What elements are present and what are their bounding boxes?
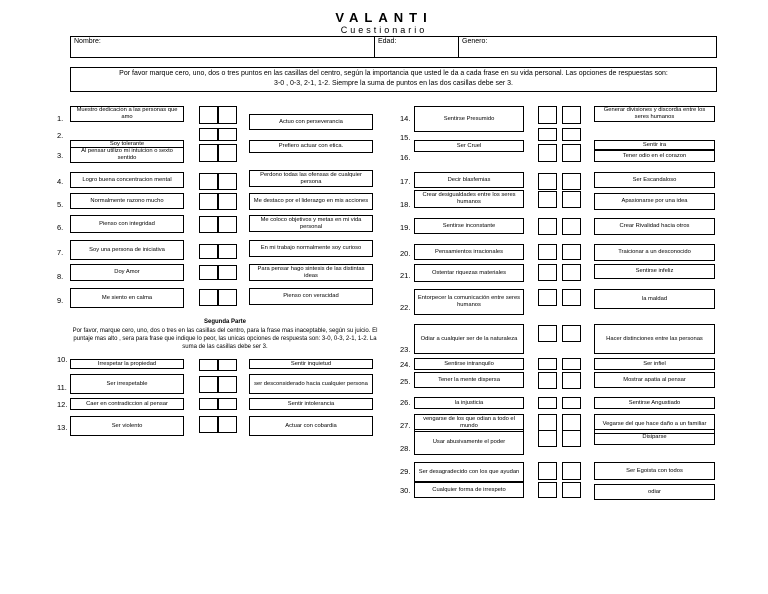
right-phrase-b: Traicionar a un desconocido	[594, 244, 715, 261]
right-score-box-b[interactable]	[562, 462, 581, 480]
left-phrase-b: Pienso con veracidad	[249, 288, 373, 305]
right-score-box-b[interactable]	[562, 325, 581, 342]
left-phrase-a: Ser violento	[70, 416, 184, 436]
right-phrase-a: Cualquier forma de irrespeto	[414, 482, 524, 498]
left-phrase-a: Muestro dedicacion a las personas que amo	[70, 106, 184, 122]
right-score-box-b[interactable]	[562, 482, 581, 498]
right-item-number: 14.	[400, 114, 411, 123]
right-item-number: 19.	[400, 223, 411, 232]
right-score-box-b[interactable]	[562, 173, 581, 190]
left-phrase-b: Actuo con perseverancia	[249, 114, 373, 130]
left-score-box-a[interactable]	[199, 289, 218, 306]
edad-field[interactable]	[374, 36, 459, 58]
right-score-box-a[interactable]	[538, 244, 557, 260]
left-score-box-a[interactable]	[199, 144, 218, 162]
right-score-box-a[interactable]	[538, 414, 557, 431]
right-phrase-a: Ser Cruel	[414, 140, 524, 152]
left-score-box-b[interactable]	[218, 289, 237, 306]
left-phrase-a: Caer en contradiccion al pensar	[70, 398, 184, 410]
right-phrase-b: Crear Rivalidad hacia otros	[594, 218, 715, 235]
left-item-number: 1.	[57, 114, 64, 123]
right-score-box-a[interactable]	[538, 430, 557, 447]
right-score-box-a[interactable]	[538, 264, 557, 281]
left-phrase-a: Pienso con integridad	[70, 215, 184, 233]
left-item-number: 2.	[57, 131, 64, 140]
right-phrase-a: Sentirse intranquilo	[414, 358, 524, 370]
left-item-number: 3.	[57, 151, 64, 160]
left-score-box-a[interactable]	[199, 106, 218, 124]
right-phrase-a: Tener la mente dispersa	[414, 372, 524, 388]
left-score-box-b[interactable]	[218, 144, 237, 162]
left-phrase-b: Sentir inquietud	[249, 359, 373, 369]
right-item-number: 25.	[400, 377, 411, 386]
right-phrase-a: la injusticia	[414, 397, 524, 409]
left-item-number: 11.	[57, 383, 67, 392]
right-item-number: 28.	[400, 444, 411, 453]
left-phrase-a: Ser irrespetable	[70, 374, 184, 394]
left-item-number: 4.	[57, 177, 64, 186]
right-item-number: 15.	[400, 133, 411, 142]
right-score-box-b[interactable]	[562, 397, 581, 409]
right-item-number: 18.	[400, 200, 411, 209]
left-phrase-a: Doy Amor	[70, 264, 184, 281]
part2-instructions: Por favor, marque cero, uno, dos o tres en las casillas del centro, para la frase mas inaceptable, según su juicio. El puntaje mas alto , sera para frase que indique lo peor, las unicas opciones de respuesta son: 3-0, 0-3, 2-1, 1-2. La suma de las casillas debe ser 3.	[72, 328, 378, 350]
right-phrase-b: Disiparse	[594, 429, 715, 445]
right-phrase-a: Odiar a cualquier ser de la naturaleza	[414, 324, 524, 354]
right-score-box-a[interactable]	[538, 218, 557, 235]
right-phrase-a: Entorpecer la comunicación entre seres humanos	[414, 289, 524, 315]
left-score-box-b[interactable]	[218, 193, 237, 210]
right-item-number: 24.	[400, 360, 411, 369]
left-score-box-b[interactable]	[218, 106, 237, 124]
right-item-number: 22.	[400, 303, 411, 312]
right-score-box-a[interactable]	[538, 372, 557, 389]
right-item-number: 21.	[400, 271, 411, 280]
left-phrase-b: Actuar con cobardia	[249, 416, 373, 436]
left-item-number: 12.	[57, 400, 68, 409]
left-item-number: 9.	[57, 296, 64, 305]
page-subtitle: Cuestionario	[340, 25, 428, 35]
right-score-box-b[interactable]	[562, 191, 581, 208]
genero-label: Genero:	[462, 38, 488, 45]
right-item-number: 30.	[400, 486, 411, 495]
left-phrase-a: Me siento en calma	[70, 288, 184, 308]
right-phrase-a: Usar abusivamente el poder	[414, 429, 524, 455]
right-score-box-a[interactable]	[538, 482, 557, 498]
left-score-box-b[interactable]	[218, 216, 237, 233]
right-score-box-b[interactable]	[562, 144, 581, 162]
left-phrase-b: Prefiero actuar con etica.	[249, 140, 373, 153]
right-phrase-a: Ostentar riquezas materiales	[414, 264, 524, 282]
left-score-box-a[interactable]	[199, 359, 218, 371]
left-item-number: 8.	[57, 272, 64, 281]
right-phrase-b: Generar divisiones y discordia entre los seres humanos	[594, 106, 715, 122]
right-phrase-a: Decir blasfemias	[414, 172, 524, 188]
right-phrase-b: la maldad	[594, 289, 715, 309]
left-score-box-b[interactable]	[218, 398, 237, 410]
right-score-box-b[interactable]	[562, 430, 581, 447]
right-phrase-a: Crear desigualdades entre los seres humanos	[414, 190, 524, 208]
left-score-box-a[interactable]	[199, 216, 218, 233]
left-phrase-b: Para pensar hago sintesis de las distintas ideas	[249, 264, 373, 281]
right-item-number: 26.	[400, 398, 411, 407]
left-score-box-a[interactable]	[199, 398, 218, 410]
right-score-box-b[interactable]	[562, 264, 581, 281]
right-phrase-b: odiar	[594, 484, 715, 500]
left-score-box-a[interactable]	[199, 376, 218, 393]
left-phrase-b: ser desconsiderado hacia cualquier persona	[249, 374, 373, 394]
nombre-field[interactable]	[70, 36, 375, 58]
right-phrase-b: Ser infiel	[594, 358, 715, 370]
nombre-label: Nombre:	[74, 38, 101, 45]
right-score-box-b[interactable]	[562, 218, 581, 235]
instructions-line1: Por favor marque cero, uno, dos o tres puntos en las casillas del centro, según la importancia que usted le da a cada frase en su vida personal. Las opciones de respuestas son:	[119, 70, 668, 77]
left-item-number: 6.	[57, 223, 64, 232]
instructions-box	[70, 67, 717, 92]
right-score-box-a[interactable]	[538, 144, 557, 162]
left-phrase-b: Sentir intolerancia	[249, 398, 373, 410]
genero-field[interactable]	[458, 36, 717, 58]
right-phrase-b: Tener odio en el corazon	[594, 150, 715, 162]
right-phrase-a: Sentirse inconstante	[414, 218, 524, 234]
right-score-box-b[interactable]	[562, 128, 581, 141]
left-item-number: 7.	[57, 248, 64, 257]
left-phrase-b: Perdono todas las ofensas de cualquier persona	[249, 170, 373, 187]
right-score-box-a[interactable]	[538, 191, 557, 208]
right-item-number: 16.	[400, 153, 411, 162]
right-phrase-a: vengarse de los que odian a todo el mundo	[414, 414, 524, 432]
left-score-box-a[interactable]	[199, 265, 218, 280]
left-score-box-b[interactable]	[218, 376, 237, 393]
left-phrase-a: Irrespetar la propiedad	[70, 359, 184, 369]
right-score-box-a[interactable]	[538, 106, 557, 124]
right-score-box-a[interactable]	[538, 462, 557, 480]
right-score-box-a[interactable]	[538, 358, 557, 370]
right-phrase-b: Mostrar apatia al pensar	[594, 372, 715, 388]
right-score-box-b[interactable]	[562, 358, 581, 370]
left-phrase-a: Soy una persona de iniciativa	[70, 240, 184, 260]
left-score-box-a[interactable]	[199, 193, 218, 210]
left-score-box-a[interactable]	[199, 128, 218, 141]
left-item-number: 13.	[57, 423, 68, 432]
right-phrase-b: Ser Egoista con todos	[594, 462, 715, 480]
right-phrase-b: Vegarse del que hace daño a un familiar	[594, 414, 715, 434]
left-score-box-b[interactable]	[218, 173, 237, 190]
part2-title: Segunda Parte	[203, 319, 246, 325]
left-score-box-b[interactable]	[218, 359, 237, 371]
left-phrase-a: Al pensar utilizo mi intuicion o sexto sentido	[70, 147, 184, 163]
right-score-box-b[interactable]	[562, 414, 581, 431]
page-title: VALANTI	[335, 10, 433, 25]
right-phrase-b: Sentirse infeliz	[594, 264, 715, 279]
right-phrase-a: Pensamientos irracionales	[414, 244, 524, 260]
right-score-box-b[interactable]	[562, 289, 581, 306]
right-score-box-a[interactable]	[538, 397, 557, 409]
left-item-number: 5.	[57, 200, 64, 209]
right-phrase-b: Sentirse Angustiado	[594, 397, 715, 409]
right-phrase-b: Sentir ira	[594, 140, 715, 150]
right-phrase-b: Apasionarse por una idea	[594, 193, 715, 210]
right-item-number: 27.	[400, 421, 411, 430]
left-phrase-a: Normalmente razono mucho	[70, 193, 184, 209]
left-phrase-a: Soy tolerante	[70, 140, 184, 148]
left-score-box-b[interactable]	[218, 128, 237, 141]
right-score-box-b[interactable]	[562, 372, 581, 389]
right-phrase-a: Ser desagradecido con los que ayudan	[414, 462, 524, 482]
right-phrase-b: Ser Escandaloso	[594, 172, 715, 188]
right-score-box-b[interactable]	[562, 106, 581, 124]
left-item-number: 10.	[57, 355, 68, 364]
right-phrase-b: Hacer distinciones entre las personas	[594, 324, 715, 354]
right-item-number: 17.	[400, 177, 411, 186]
right-score-box-b[interactable]	[562, 244, 581, 260]
right-item-number: 29.	[400, 467, 411, 476]
left-phrase-b: Me coloco objetivos y metas en mi vida personal	[249, 215, 373, 232]
instructions-line2: 3-0 , 0-3, 2-1, 1-2. Siempre la suma de puntos en las dos casillas debe ser 3.	[274, 80, 513, 87]
left-score-box-a[interactable]	[199, 173, 218, 190]
right-item-number: 20.	[400, 249, 411, 258]
left-phrase-b: Me destaco por el liderazgo en mis acciones	[249, 193, 373, 210]
left-score-box-a[interactable]	[199, 416, 218, 433]
right-score-box-a[interactable]	[538, 325, 557, 342]
left-phrase-a: Logro buena concentracion mental	[70, 172, 184, 188]
left-phrase-b: En mi trabajo normalmente soy curioso	[249, 240, 373, 257]
edad-label: Edad:	[378, 38, 397, 45]
right-score-box-a[interactable]	[538, 173, 557, 190]
right-phrase-a: Sentirse Presumido	[414, 106, 524, 132]
right-score-box-a[interactable]	[538, 289, 557, 306]
left-score-box-b[interactable]	[218, 244, 237, 259]
left-score-box-b[interactable]	[218, 265, 237, 280]
right-item-number: 23.	[400, 345, 411, 354]
right-score-box-a[interactable]	[538, 128, 557, 141]
left-score-box-a[interactable]	[199, 244, 218, 259]
left-score-box-b[interactable]	[218, 416, 237, 433]
